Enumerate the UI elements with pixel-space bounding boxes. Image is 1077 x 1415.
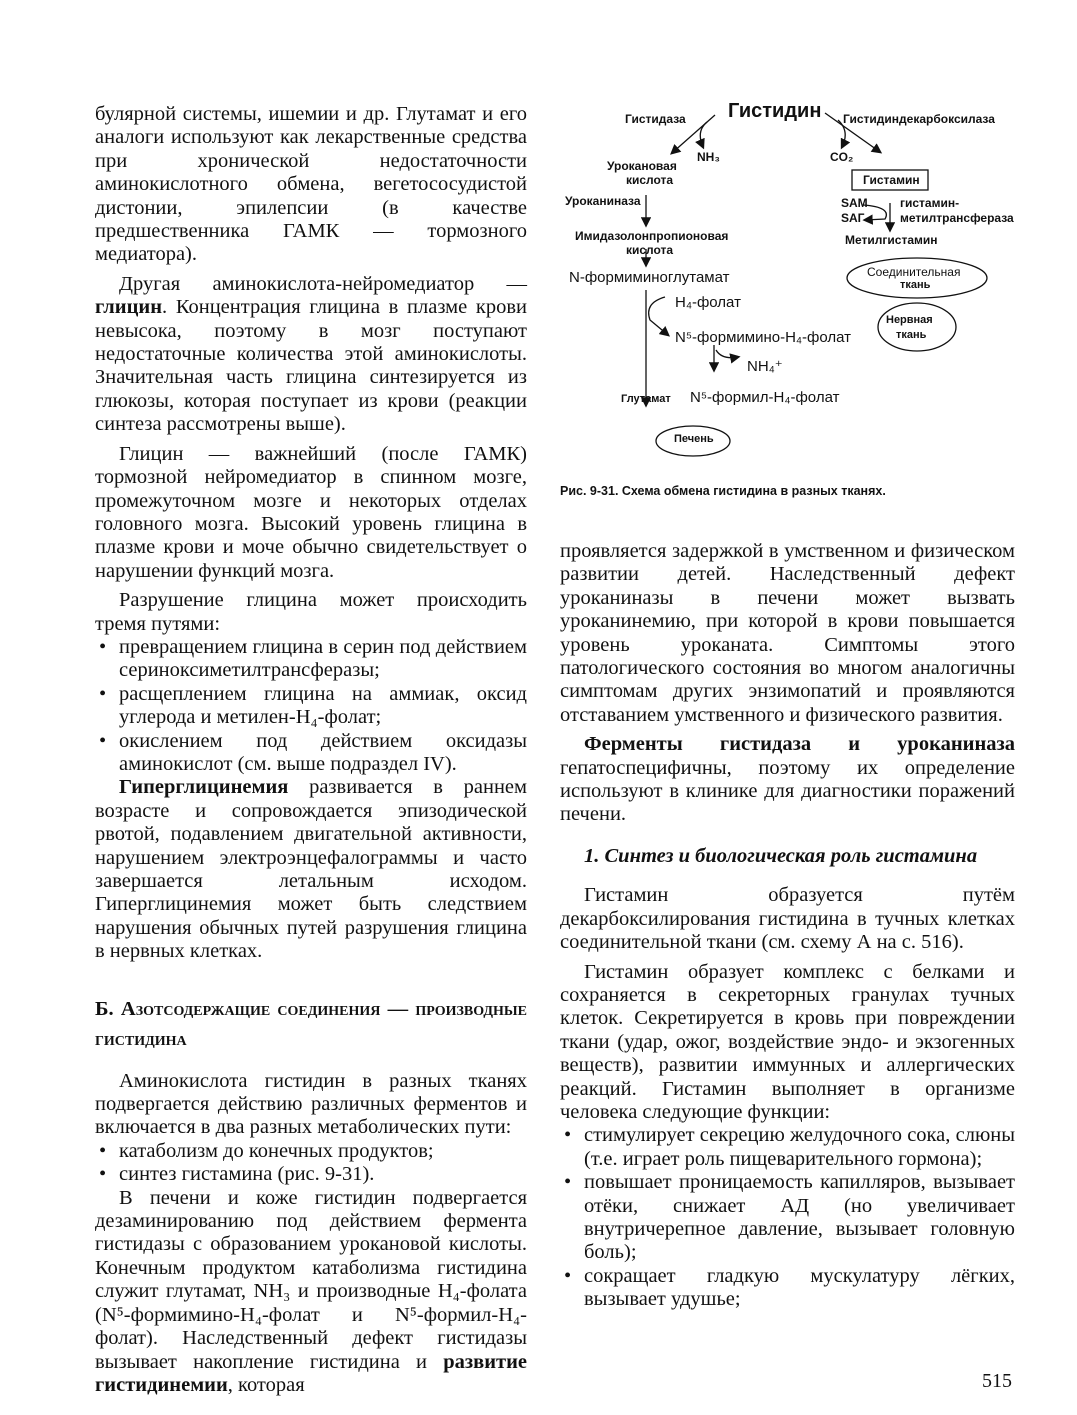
list-item: • окислением под действием оксидазы аминокислот (см. выше подраздел IV). [95,730,527,777]
glutamate-label: Глутамат [621,393,671,405]
formyl-folate-label: N⁵-формил-H₄-фолат [690,389,840,406]
liver-label: Печень [674,433,714,445]
list-item: • расщеплением глицина на аммиак, оксид углерода и метилен-H₄-фолат; [95,683,527,730]
urocanic-acid-label: Урокановая [607,159,677,173]
list-item: • сокращает гладкую мускулатуру лёгких, вызывает удушье; [560,1265,1015,1312]
histidine-label: Гистидин [728,100,822,122]
paragraph: Глицин — важнейший (после ГАМК) тормозной нейромедиатор в спинном мозге, промежуточном мозге и некоторых отделах головного мозга. Высокий уровень глицина в плазме крови и моче обычно свидетельствует о нарушении функций мозга. [95,442,527,582]
list-item: • повышает проницаемость капилляров, вызывает отёки, снижает АД (но увеличивает внутричерепное давление, вызывает головную боль); [560,1171,1015,1265]
histidine-metabolism-diagram [560,95,1030,475]
histidase-label: Гистидаза [625,112,686,126]
paragraph: В печени и коже гистидин подвергается дезаминированию под действием фермента гистидазы с образованием урокановой кислоты. Конечным продуктом катаболизма гистидина служит глутамат, NH₃ и производные H₄-фолата (N⁵-формимино-H₄-фолат и N⁵-формил-H₄-фолат). Наследственный дефект гистидазы вызывает накопление гистидина и развитие гистидинемии, которая [95,1186,527,1396]
imidazolone-label-2: кислота [626,243,674,257]
left-column [95,103,527,1397]
connective-tissue-label-2: ткань [900,279,931,291]
hmt-label-2: метилтрансфераза [900,211,1014,225]
co2-label: CO₂ [830,150,854,164]
paragraph: Гиперглицинемия развивается в раннем возрасте и сопровождается эпизодической рвотой, подавлением двигательной активности, нарушением электроэнцефалограммы и часто завершается летальным исходом. Гиперглицинемия может быть следствием нарушения обычных путей разрушения глицина в нервных клетках. [95,776,527,963]
decarboxylase-label: Гистидиндекарбоксилаза [843,112,995,126]
paragraph: Гистамин образует комплекс с белками и сохраняется в секреторных гранулах тучных клеток. Секретируется в кровь при повреждении ткани (удар, ожог, воздействие эндо- и экзогенных веществ), развитии иммунных и аллергических реакций. Гистамин выполняет в организме человека следующие функции: [560,960,1015,1123]
paragraph: Другая аминокислота-нейромедиатор — глицин. Концентрация глицина в плазме крови невысока, поэтому в мозг поступают недостаточные количества этой аминокислоты. Значительная часть глицина синтезируется из глюкозы, которая поступает из крови (реакции синтеза рассмотрены выше). [95,272,527,436]
histidine-paths-list [95,1140,527,1187]
paragraph: Разрушение глицина может происходить тремя путями: [95,589,527,635]
nervous-tissue-label-2: ткань [896,329,927,341]
right-column [560,540,1015,1312]
sag-label: SAГ [841,211,865,225]
glycine-paths-list [95,636,527,776]
paragraph: Ферменты гистидаза и уроканиназа гепатоспецифичны, поэтому их определение используют в клинике для диагностики поражений печени. [560,733,1015,826]
figure-caption: Рис. 9-31. Схема обмена гистидина в разных тканях. [560,484,886,498]
paragraph: Аминокислота гистидин в разных тканях подвергается действию различных ферментов и включается в два разных метаболических пути: [95,1069,527,1139]
list-item: • катаболизм до конечных продуктов; [95,1140,527,1163]
imidazolone-label: Имидазолонпропионовая [575,229,729,243]
connective-tissue-label: Соединительная [867,265,961,279]
sam-label: SAM [841,196,868,210]
paragraph: булярной системы, ишемии и др. Глутамат и его аналоги используют как лекарственные средства при хронической недостаточности аминокислотного обмена, вегетососудистой дистонии, эпилепсии (в качестве предшественника ГАМК — тормозного медиатора). [95,103,527,266]
formimino-folate-label: N⁵-формимино-H₄-фолат [675,329,852,346]
paragraph: Гистамин образуется путём декарбоксилирования гистидина в тучных клетках соединительной ткани (см. схему А на с. 516). [560,884,1015,954]
subheading: 1. Синтез и биологическая роль гистамина [584,844,978,867]
list-item: • стимулирует секрецию желудочного сока, слюны (т.е. играет роль пищеварительного гормона); [560,1124,1015,1171]
nervous-tissue-label: Нервная [886,314,933,326]
figlu-label: N-формиминоглутамат [569,269,730,286]
page-number: 515 [982,1370,1012,1392]
nh4-label: NH₄⁺ [747,358,783,375]
list-item: • синтез гистамина (рис. 9-31). [95,1163,527,1186]
methylhistamine-label: Метилгистамин [845,233,938,247]
histamine-label: Гистамин [863,173,920,187]
hmt-label: гистамин- [900,196,960,210]
histamine-functions-list [560,1124,1015,1311]
list-item: • превращением глицина в серин под действием сериноксиметилтрансферазы; [95,636,527,683]
section-heading: Б. Азотсодержащие соединения — производные гистидина [95,997,528,1050]
paragraph: проявляется задержкой в умственном и физическом развитии детей. Наследственный дефект уроканиназы в печени может вызвать уроканинемию, при которой в крови повышается уровень уроканата. Симптомы этого патологического состояния во многом аналогичны симптомам других энзимопатий и проявляются отставанием умственного и физического развития. [560,540,1015,726]
urocaninase-label: Уроканиназа [565,194,641,208]
h4-folate-label: H₄-фолат [675,294,741,311]
urocanic-acid-label-2: кислота [626,173,674,187]
nh3-label: NH₃ [697,150,720,164]
